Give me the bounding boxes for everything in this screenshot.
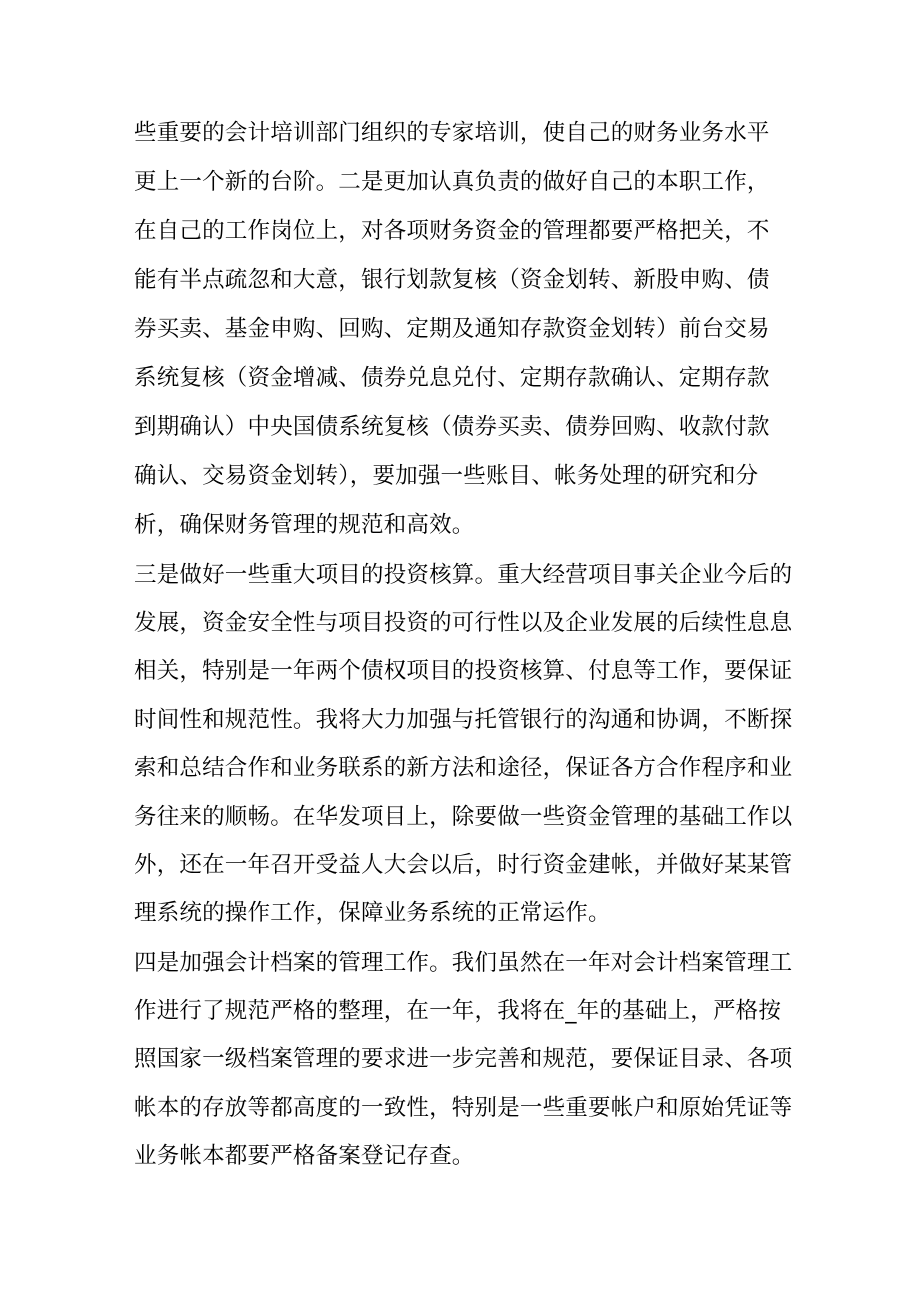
text-line: 发展，资金安全性与项目投资的可行性以及企业发展的后续性息息: [134, 610, 793, 636]
text-line: 更上一个新的台阶。二是更加认真负责的做好自己的本职工作，: [134, 169, 770, 195]
text-line: 理系统的操作工作，保障业务系统的正常运作。: [134, 900, 611, 926]
text-line: 四是加强会计档案的管理工作。我们虽然在一年对会计档案管理工: [134, 950, 793, 976]
text-line: 能有半点疏忽和大意，银行划款复核（资金划转、新股申购、债: [134, 267, 770, 293]
text-line: 帐本的存放等都高度的一致性，特别是一些重要帐户和原始凭证等: [134, 1095, 793, 1121]
text-line: 照国家一级档案管理的要求进一步完善和规范，要保证目录、各项: [134, 1046, 793, 1072]
text-line: 系统复核（资金增减、债券兑息兑付、定期存款确认、定期存款: [134, 365, 770, 391]
text-line: 作进行了规范严格的整理，在一年，我将在_年的基础上，严格按: [134, 998, 782, 1024]
text-line: 相关，特别是一年两个债权项目的投资核算、付息等工作，要保证: [134, 658, 793, 684]
text-line: 业务帐本都要严格备案登记存查。: [134, 1143, 475, 1169]
text-line: 务往来的顺畅。在华发项目上，除要做一些资金管理的基础工作以: [134, 804, 793, 830]
text-line: 索和总结合作和业务联系的新方法和途径，保证各方合作程序和业: [134, 755, 793, 781]
text-line: 析，确保财务管理的规范和高效。: [134, 512, 475, 538]
text-line: 到期确认）中央国债系统复核（债券买卖、债券回购、收款付款: [134, 414, 770, 440]
text-line: 时间性和规范性。我将大力加强与托管银行的沟通和协调，不断探: [134, 707, 793, 733]
text-line: 券买卖、基金申购、回购、定期及通知存款资金划转）前台交易: [134, 316, 770, 342]
text-line: 些重要的会计培训部门组织的专家培训，使自己的财务业务水平: [134, 120, 770, 146]
text-line: 外，还在一年召开受益人大会以后，时行资金建帐，并做好某某管: [134, 852, 793, 878]
text-line: 在自己的工作岗位上，对各项财务资金的管理都要严格把关，不: [134, 218, 770, 244]
text-line: 三是做好一些重大项目的投资核算。重大经营项目事关企业今后的: [134, 562, 793, 588]
text-line: 确认、交易资金划转），要加强一些账目、帐务处理的研究和分: [134, 463, 759, 489]
